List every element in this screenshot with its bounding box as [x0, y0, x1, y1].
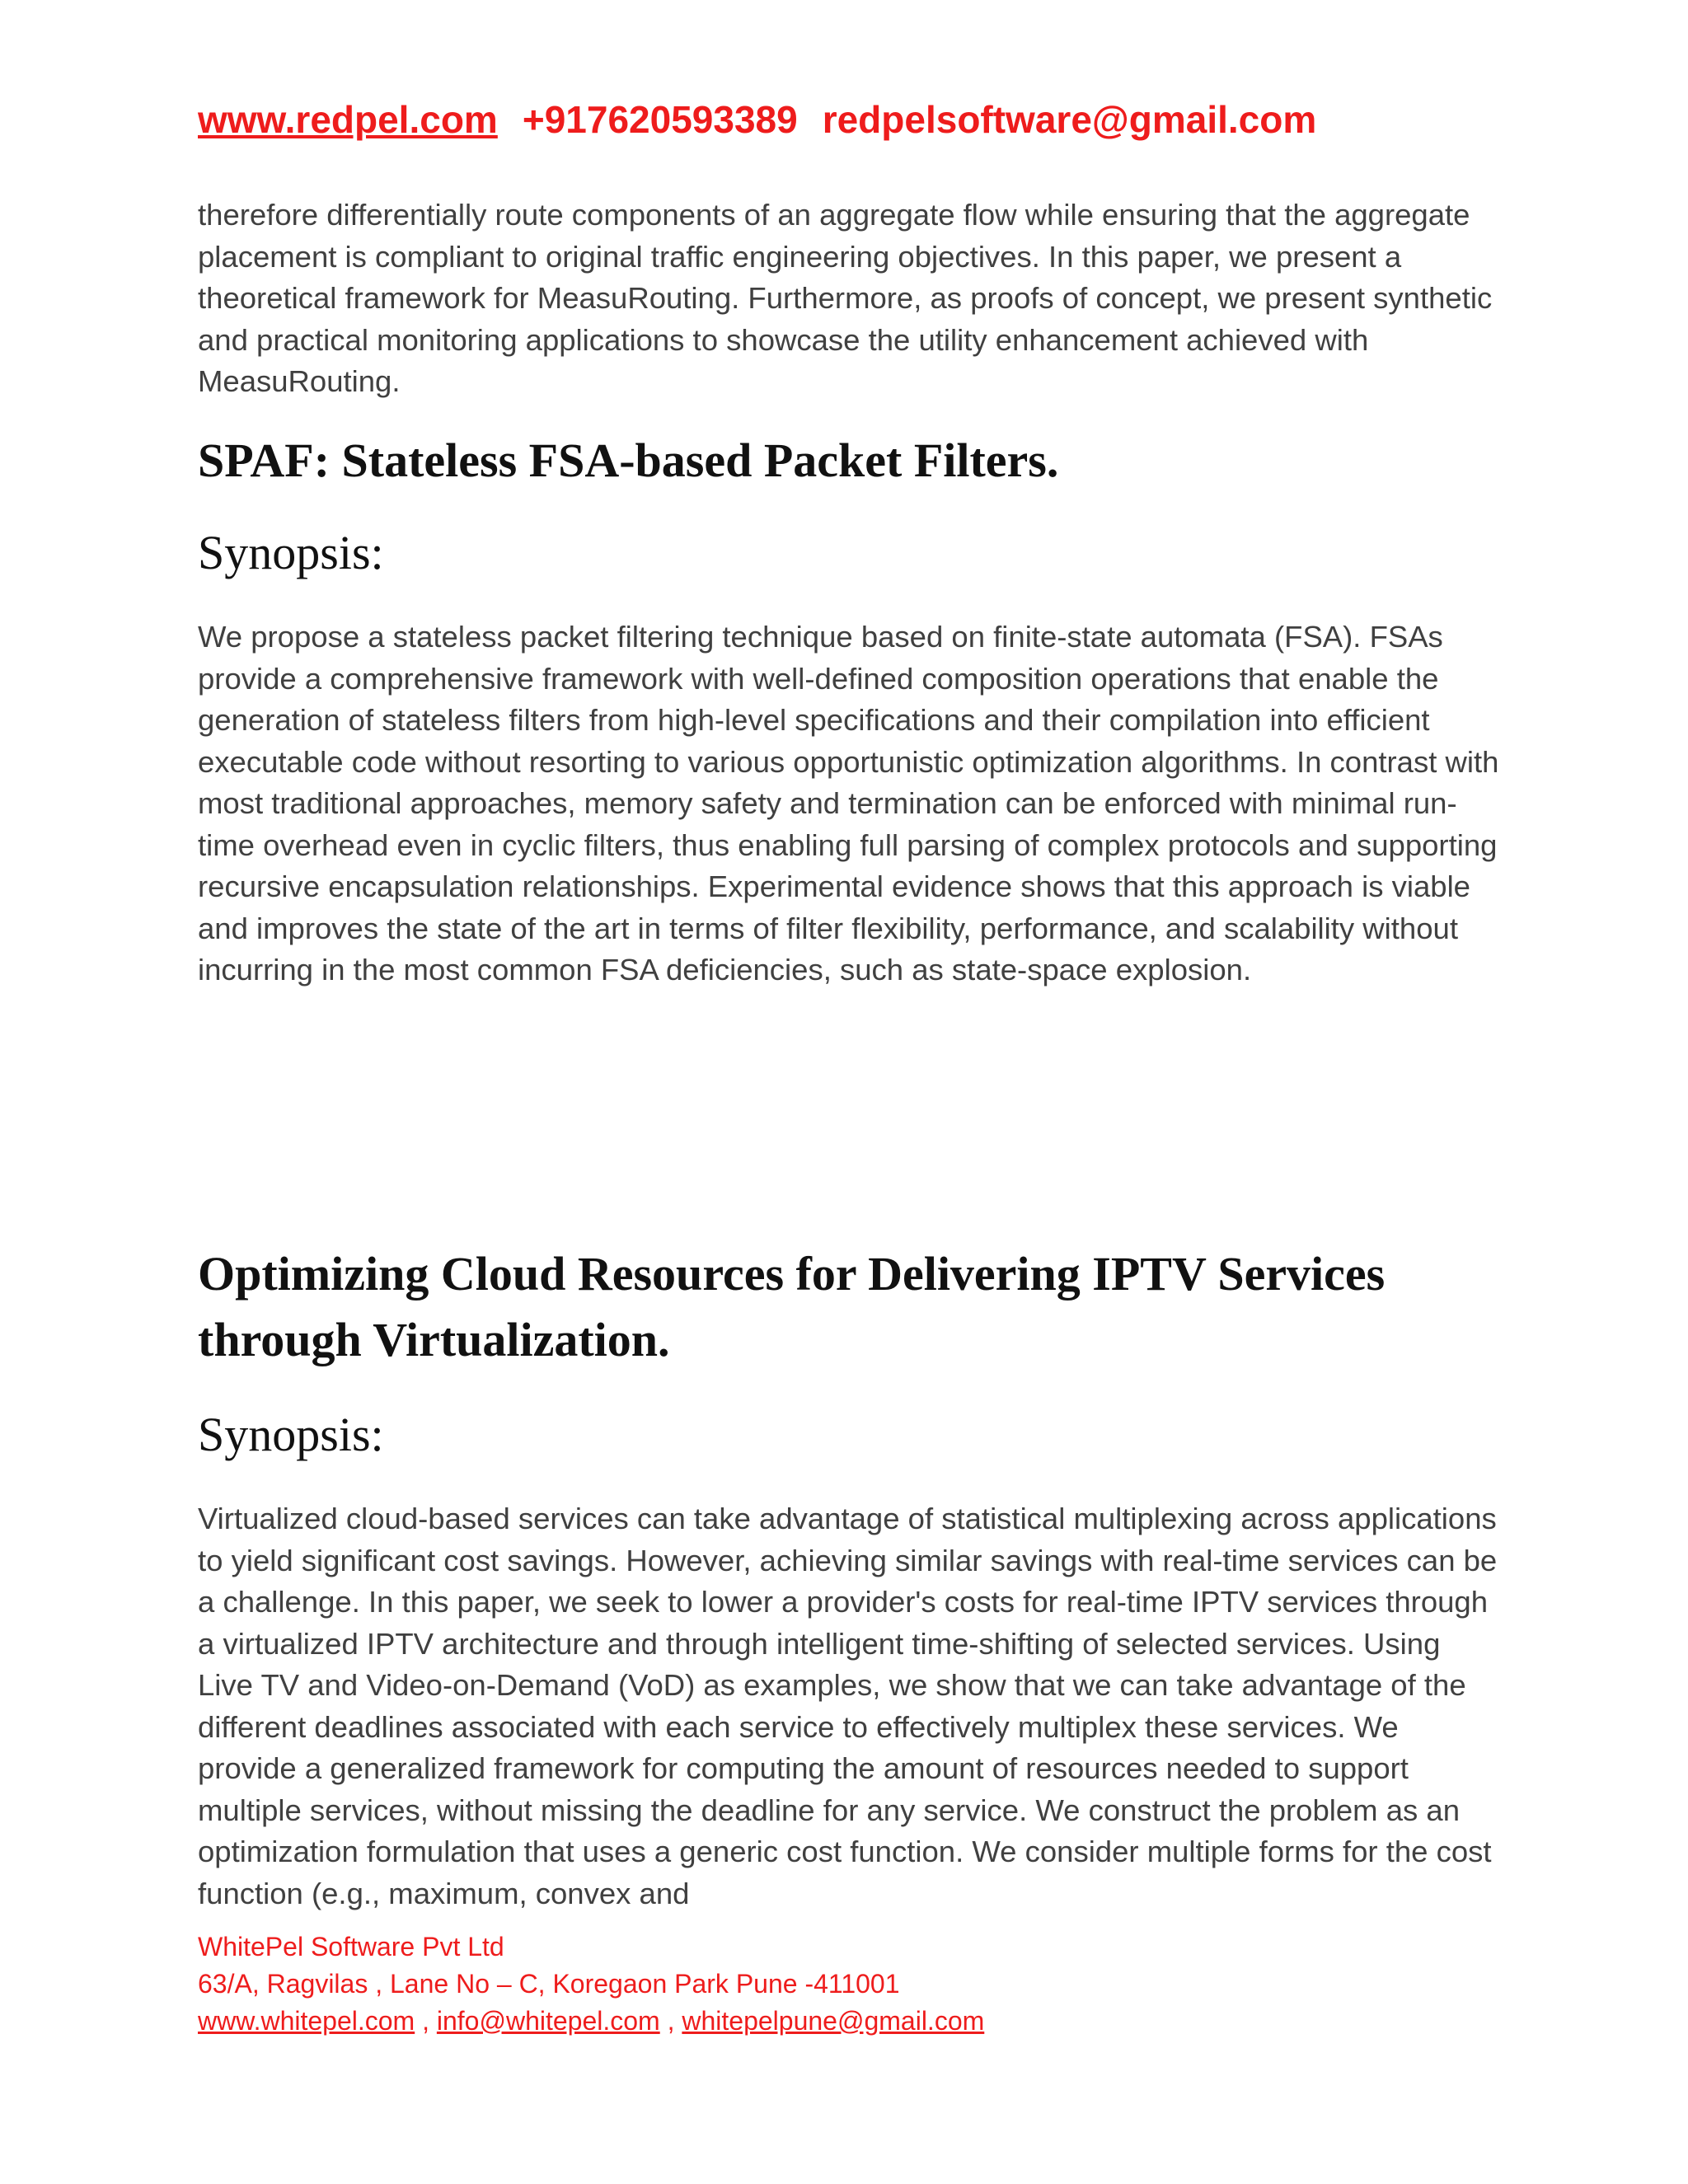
synopsis-label-spaf: Synopsis: — [198, 526, 384, 579]
footer-website-link[interactable]: www.whitepel.com — [198, 2006, 415, 2036]
header-phone: +917620593389 — [522, 98, 798, 141]
section-title-iptv: Optimizing Cloud Resources for Delivering IPTV Services through Virtualization. — [198, 1247, 1386, 1366]
section-title-spaf: SPAF: Stateless FSA-based Packet Filters. — [198, 434, 1059, 487]
footer-company-name: WhitePel Software Pvt Ltd — [198, 1932, 504, 1961]
synopsis-label-iptv: Synopsis: — [198, 1408, 384, 1461]
company-footer — [198, 1929, 984, 2040]
footer-address: 63/A, Ragvilas , Lane No – C, Koregaon Park Pune -411001 — [198, 1969, 900, 1999]
section-body-spaf: We propose a stateless packet filtering technique based on finite-state automata (FSA). FSAs provide a comprehensive framework with well-defined composition operations that enable the generation of stateless filters from high-level specifications and their compilation into efficient executable code without resorting to various opportunistic optimization algorithms. In contrast with most traditional approaches, memory safety and termination can be enforced with minimal run-time overhead even in cyclic filters, thus enabling full parsing of complex protocols and supporting recursive encapsulation relationships. Experimental evidence shows that this approach is viable and improves the state of the art in terms of filter flexibility, performance, and scalability without incurring in the most common FSA deficiencies, such as state-space explosion. — [198, 620, 1499, 987]
footer-links — [198, 2003, 984, 2040]
section-body-iptv: Virtualized cloud-based services can take advantage of statistical multiplexing across applications to yield significant cost savings. However, achieving similar savings with real-time services can be a challenge. In this paper, we seek to lower a provider's costs for real-time IPTV services through a virtualized IPTV architecture and through intelligent time-shifting of selected services. Using Live TV and Video-on-Demand (VoD) as examples, we show that we can take advantage of the different deadlines associated with each service to effectively multiplex these services. We provide a generalized framework for computing the amount of resources needed to support multiple services, without missing the deadline for any service. We construct the problem as an optimization formulation that uses a generic cost function. We consider multiple forms for the cost function (e.g., maximum, convex and — [198, 1502, 1498, 1910]
footer-info-email-link[interactable]: info@whitepel.com — [436, 2006, 660, 2036]
contact-header — [198, 97, 1316, 142]
intro-paragraph: therefore differentially route components of an aggregate flow while ensuring that the aggregate placement is compliant to original traffic engineering objectives. In this paper, we present a theoretical framework for MeasuRouting. Furthermore, as proofs of concept, we present synthetic and practical monitoring applications to showcase the utility enhancement achieved with MeasuRouting. — [198, 198, 1493, 398]
header-website-link[interactable]: www.redpel.com — [198, 98, 498, 141]
footer-separator: , — [659, 2006, 682, 2036]
footer-separator: , — [415, 2006, 437, 2036]
header-email: redpelsoftware@gmail.com — [822, 98, 1317, 141]
footer-pune-email-link[interactable]: whitepelpune@gmail.com — [682, 2006, 985, 2036]
